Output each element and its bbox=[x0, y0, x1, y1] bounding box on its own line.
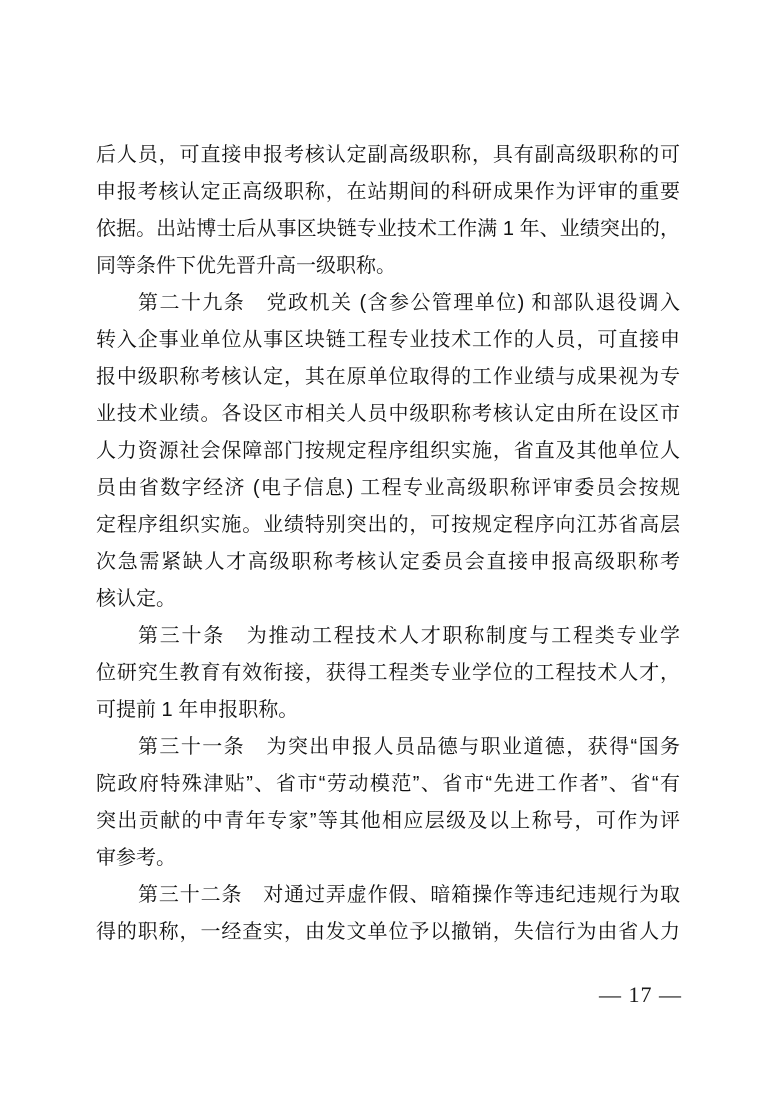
text-line: 核认定。 bbox=[96, 588, 176, 610]
para-article-32 bbox=[96, 877, 680, 951]
text-line: 人力资源社会保障部门按规定程序组织实施，省直及其他单位人 bbox=[96, 440, 680, 462]
document-body bbox=[96, 137, 680, 951]
para-article-29 bbox=[96, 285, 680, 618]
text-line: 业技术业绩。各设区市相关人员中级职称考核认定由所在设区市 bbox=[96, 403, 680, 425]
text-line: 审参考。 bbox=[96, 847, 176, 869]
text-line: 院政府特殊津贴”、省市“劳动模范”、省市“先进工作者”、省“有 bbox=[96, 773, 680, 795]
text-line: 申报考核认定正高级职称，在站期间的科研成果作为评审的重要 bbox=[96, 181, 680, 203]
text-line: 第三十一条 为突出申报人员品德与职业道德，获得“国务 bbox=[138, 736, 680, 758]
text-line: 位研究生教育有效衔接，获得工程类专业学位的工程技术人才， bbox=[96, 662, 680, 684]
text-line: 员由省数字经济 (电子信息) 工程专业高级职称评审委员会按规 bbox=[96, 477, 680, 499]
text-line: 依据。出站博士后从事区块链专业技术工作满 1 年、业绩突出的， bbox=[96, 218, 680, 240]
text-line: 转入企事业单位从事区块链工程专业技术工作的人员，可直接申 bbox=[96, 329, 680, 351]
text-line: 同等条件下优先晋升高一级职称。 bbox=[96, 255, 396, 277]
text-line: 次急需紧缺人才高级职称考核认定委员会直接申报高级职称考 bbox=[96, 551, 680, 573]
para-continuation bbox=[96, 137, 680, 285]
text-line: 第三十条 为推动工程技术人才职称制度与工程类专业学 bbox=[138, 625, 680, 647]
para-article-30 bbox=[96, 618, 680, 729]
text-line: 突出贡献的中青年专家”等其他相应层级及以上称号，可作为评 bbox=[96, 810, 680, 832]
page-number: — 17 — bbox=[599, 982, 682, 1007]
text-line: 定程序组织实施。业绩特别突出的，可按规定程序向江苏省高层 bbox=[96, 514, 680, 536]
text-line: 第三十二条 对通过弄虚作假、暗箱操作等违纪违规行为取 bbox=[138, 884, 680, 906]
text-line: 第二十九条 党政机关 (含参公管理单位) 和部队退役调入 bbox=[138, 292, 680, 314]
text-line: 得的职称，一经查实，由发文单位予以撤销，失信行为由省人力 bbox=[96, 921, 680, 943]
page-footer bbox=[96, 982, 682, 1008]
para-article-31 bbox=[96, 729, 680, 877]
text-line: 报中级职称考核认定，其在原单位取得的工作业绩与成果视为专 bbox=[96, 366, 680, 388]
text-line: 后人员，可直接申报考核认定副高级职称，具有副高级职称的可 bbox=[96, 144, 680, 166]
text-line: 可提前 1 年申报职称。 bbox=[96, 699, 299, 721]
